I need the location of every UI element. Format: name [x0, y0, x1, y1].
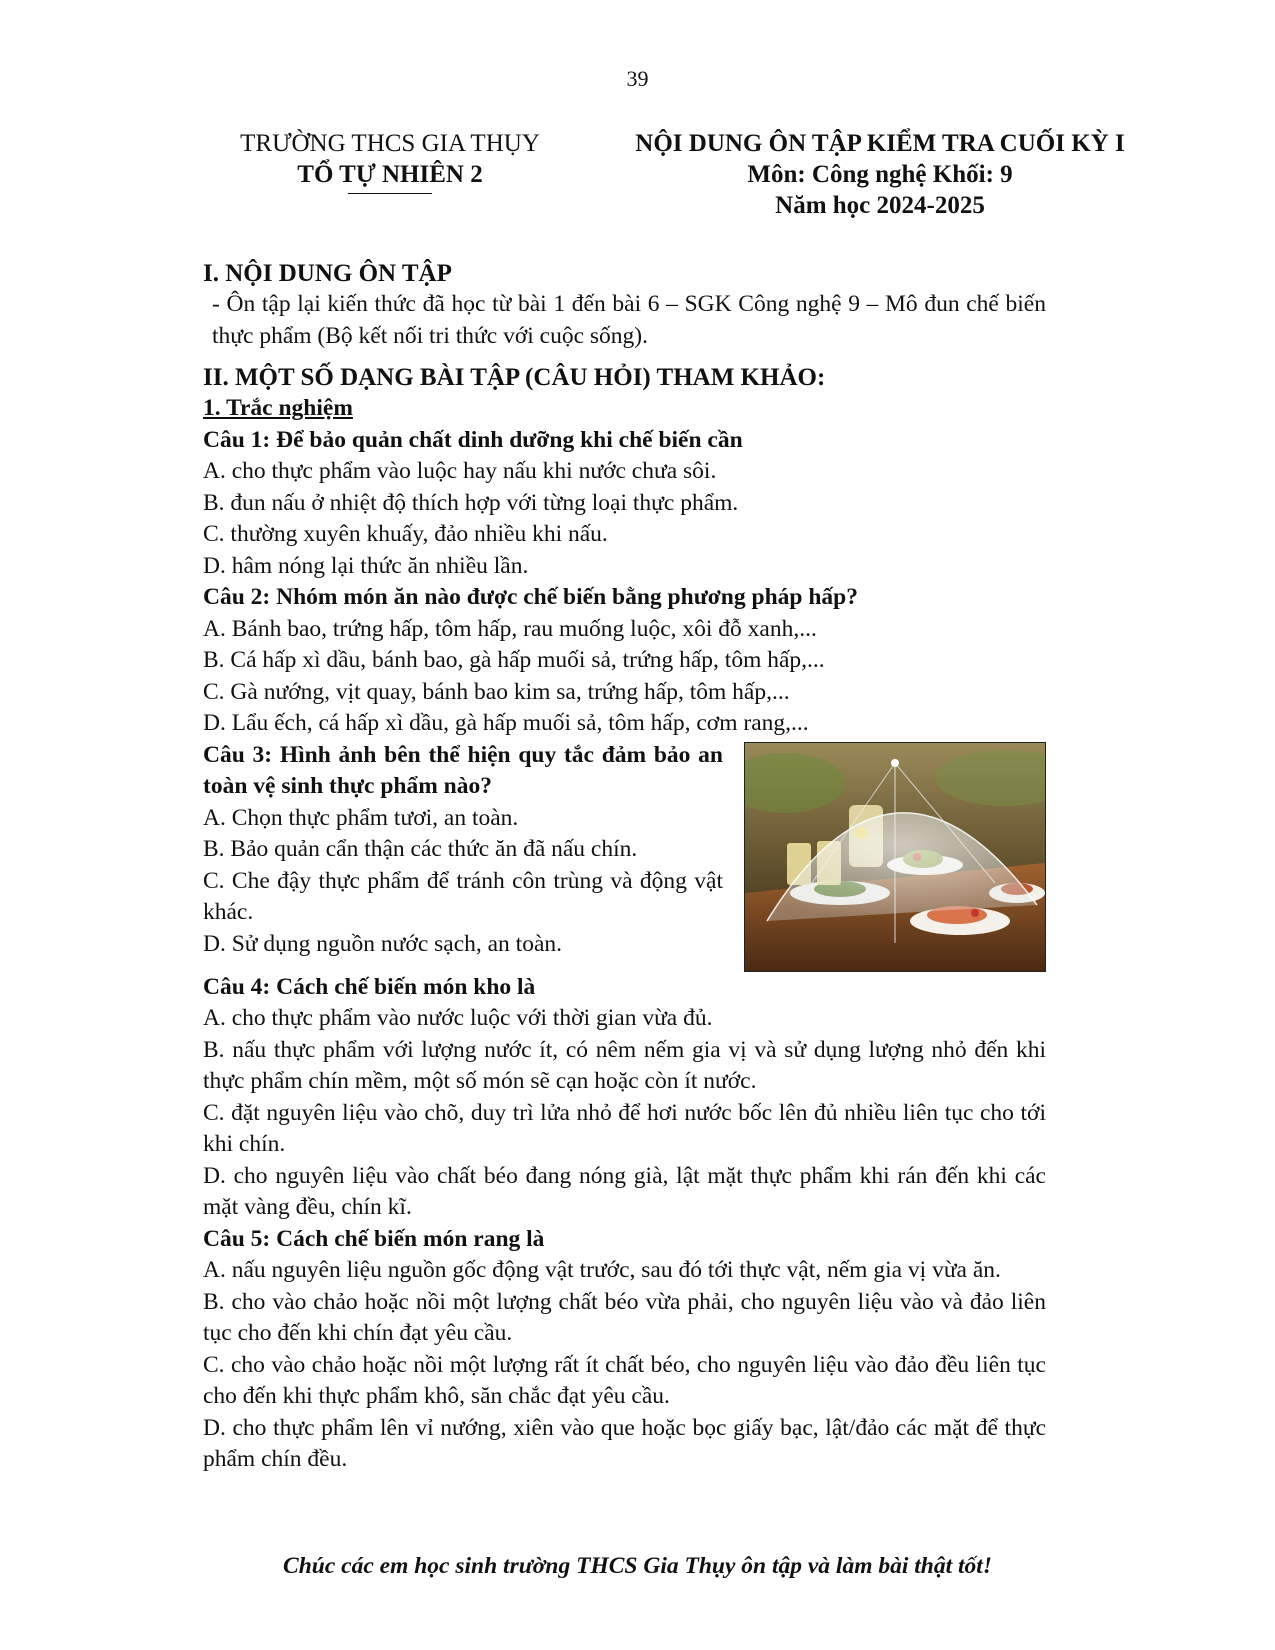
closing-message: Chúc các em học sinh trường THCS Gia Thụy ôn tập và làm bài thật tốt! [283, 1553, 992, 1579]
section-1-text: - Ôn tập lại kiến thức đã học từ bài 1 đến bài 6 – SGK Công nghệ 9 – Mô đun chế biến thực phẩm (Bộ kết nối tri thức với cuộc sống). [212, 291, 1046, 349]
section-2-heading: II. MỘT SỐ DẠNG BÀI TẬP (CÂU HỎI) THAM KHẢO: [203, 364, 826, 391]
question-3-option-c: C. Che đậy thực phẩm để tránh côn trùng và động vật khác. [203, 867, 723, 925]
question-3-option-a: A. Chọn thực phẩm tươi, an toàn. [203, 804, 519, 831]
question-4-option-a: A. cho thực phẩm vào nước luộc với thời gian vừa đủ. [203, 1005, 713, 1031]
question-2-option-a: A. Bánh bao, trứng hấp, tôm hấp, rau muống luộc, xôi đỗ xanh,... [203, 615, 817, 642]
header-underline [348, 193, 432, 194]
subject-line: Môn: Công nghệ Khối: 9 [747, 161, 1013, 188]
section-1-heading: I. NỘI DUNG ÔN TẬP [203, 260, 452, 287]
question-2-prompt: Câu 2: Nhóm món ăn nào được chế biến bằng phương pháp hấp? [203, 584, 858, 610]
document-title: NỘI DUNG ÔN TẬP KIỂM TRA CUỐI KỲ I [635, 130, 1125, 157]
subheading-multiple-choice: 1. Trắc nghiệm [203, 395, 353, 421]
department-name: TỔ TỰ NHIÊN 2 [297, 161, 483, 188]
food-cover-illustration [745, 743, 1045, 971]
question-2-option-c: C. Gà nướng, vịt quay, bánh bao kim sa, trứng hấp, tôm hấp,... [203, 678, 790, 705]
question-3-option-d: D. Sử dụng nguồn nước sạch, an toàn. [203, 930, 563, 957]
question-5-option-d: D. cho thực phẩm lên vỉ nướng, xiên vào que hoặc bọc giấy bạc, lật/đảo các mặt để thực phẩm chín đều. [203, 1414, 1046, 1472]
food-cover-photo [744, 742, 1046, 972]
question-1-prompt: Câu 1: Để bảo quản chất dinh dưỡng khi chế biến cần [203, 426, 743, 453]
question-2-option-d: D. Lẩu ếch, cá hấp xì dầu, gà hấp muối sả, tôm hấp, cơm rang,... [203, 710, 809, 736]
question-1-option-a: A. cho thực phẩm vào luộc hay nấu khi nước chưa sôi. [203, 458, 717, 484]
school-year: Năm học 2024-2025 [775, 192, 985, 219]
question-5-option-a: A. nấu nguyên liệu nguồn gốc động vật trước, sau đó tới thực vật, nếm gia vị vừa ăn. [203, 1257, 1001, 1283]
question-5-option-b: B. cho vào chảo hoặc nồi một lượng chất béo vừa phải, cho nguyên liệu vào và đảo liên tục cho đến khi chín đạt yêu cầu. [203, 1288, 1046, 1346]
question-4-option-d: D. cho nguyên liệu vào chất béo đang nóng già, lật mặt thực phẩm khi rán đến khi các mặt vàng đều, chín kĩ. [203, 1162, 1046, 1220]
question-1-option-c: C. thường xuyên khuấy, đảo nhiều khi nấu. [203, 521, 608, 547]
header-left [205, 128, 575, 194]
question-5-prompt: Câu 5: Cách chế biến món rang là [203, 1225, 545, 1252]
document-body [203, 258, 1046, 1476]
question-3-block [203, 740, 1046, 972]
question-1-option-b: B. đun nấu ở nhiệt độ thích hợp với từng loại thực phẩm. [203, 489, 739, 516]
question-3-option-b: B. Bảo quản cẩn thận các thức ăn đã nấu chín. [203, 836, 638, 862]
question-3-prompt: Câu 3: Hình ảnh bên thể hiện quy tắc đảm bảo an toàn vệ sinh thực phẩm nào? [203, 741, 723, 799]
question-5-option-c: C. cho vào chảo hoặc nồi một lượng rất ít chất béo, cho nguyên liệu vào đảo đều liên tục cho đến khi thực phẩm khô, săn chắc đạt yêu cầu. [203, 1351, 1046, 1409]
question-4-prompt: Câu 4: Cách chế biến món kho là [203, 973, 536, 1000]
header-right [600, 128, 1160, 221]
question-2-option-b: B. Cá hấp xì dầu, bánh bao, gà hấp muối sả, trứng hấp, tôm hấp,... [203, 647, 825, 673]
question-4-option-b: B. nấu thực phẩm với lượng nước ít, có nêm nếm gia vị và sử dụng lượng nhỏ đến khi thực phẩm chín mềm, một số món sẽ cạn hoặc còn ít nước. [203, 1036, 1046, 1094]
question-4-option-c: C. đặt nguyên liệu vào chõ, duy trì lửa nhỏ để hơi nước bốc lên đủ nhiều liên tục cho tới khi chín. [203, 1099, 1046, 1157]
question-1-option-d: D. hâm nóng lại thức ăn nhiều lần. [203, 552, 529, 579]
page-number: 39 [626, 66, 649, 91]
school-name: TRƯỜNG THCS GIA THỤY [240, 130, 540, 157]
